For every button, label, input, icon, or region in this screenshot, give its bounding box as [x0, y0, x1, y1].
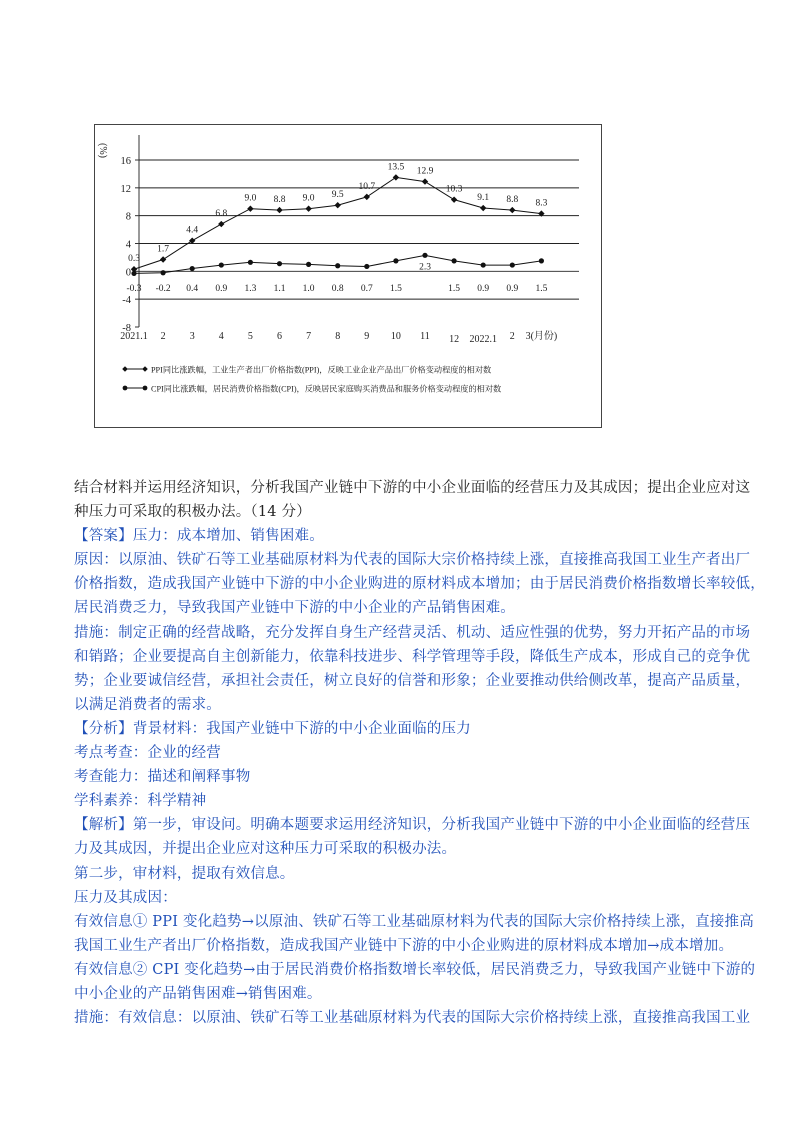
cpi-point — [277, 261, 282, 266]
answer-line — [74, 524, 734, 548]
cpi-data-label: 1.1 — [273, 284, 286, 294]
cpi-data-label: 1.0 — [302, 284, 315, 294]
ppi-point — [276, 207, 282, 213]
ppi-data-label: 13.5 — [387, 162, 405, 173]
cpi-point — [248, 260, 253, 265]
x-tick-label: 2 — [509, 331, 515, 342]
cpi-point — [452, 258, 457, 263]
analysis-text: 背景材料：我国产业链中下游的中小企业面临的压力 — [132, 720, 471, 737]
ppi-data-label: 8.8 — [506, 195, 519, 206]
x-tick-label: 10 — [390, 331, 401, 342]
measure-line-3: 势；企业要诚信经营，承担社会责任，树立良好的信誉和形象；企业要推动供给侧改革，提高产品质量， — [74, 672, 751, 689]
pressure-heading: 压力及其成因： — [74, 889, 177, 906]
info-2-line-1: 有效信息② CPI 变化趋势→由于居民消费价格指数增长率较低，居民消费乏力，导致我国产业链中下游的 — [74, 961, 756, 978]
cpi-point — [306, 262, 311, 267]
legend-marker — [142, 366, 148, 372]
x-tick-label: 6 — [277, 331, 282, 342]
y-tick-label: -8 — [122, 323, 131, 334]
answer-text: 压力：成本增加、销售困难。 — [132, 528, 324, 545]
ppi-data-label: 0.3 — [128, 254, 140, 265]
legend-marker — [123, 386, 128, 391]
ppi-point — [422, 178, 428, 184]
ppi-point — [364, 194, 370, 200]
explanation-line-1 — [74, 813, 751, 837]
cpi-point — [131, 271, 136, 276]
cpi-data-label: 0.4 — [186, 284, 199, 294]
cpi-data-label: 0.9 — [506, 284, 519, 294]
cpi-point — [190, 266, 195, 271]
y-tick-label: 12 — [120, 183, 131, 195]
x-tick-label: 5 — [247, 331, 253, 342]
cpi-data-label: 1.5 — [389, 284, 402, 294]
y-axis-label: (%) — [97, 143, 108, 158]
step-two-line: 第二步，审材料，提取有效信息。 — [74, 865, 295, 882]
measure-line-2: 和销路；企业要提高自主创新能力，依靠科技进步、科学管理等手段，降低生产成本，形成自己的竞争优 — [74, 648, 751, 665]
y-tick-label: 4 — [125, 239, 131, 251]
cpi-point — [539, 258, 544, 263]
ppi-data-label: 4.4 — [186, 225, 199, 236]
info-1-line-2: 我国工业生产者出厂价格指数，造成我国产业链中下游的中小企业购进的原材料成本增加→成本增加。 — [74, 937, 734, 954]
cpi-point — [393, 258, 398, 263]
y-tick-label: 8 — [125, 211, 131, 223]
x-tick-label: 9 — [364, 331, 370, 342]
x-tick-label: 3(月份) — [525, 331, 558, 342]
literacy-line: 学科素养：科学精神 — [74, 793, 207, 810]
legend-marker — [143, 386, 148, 391]
measure-info-line: 措施：有效信息：以原油、铁矿石等工业基础原材料为代表的国际大宗价格持续上涨，直接推高我国工业 — [74, 1010, 751, 1027]
cpi-data-label: 2.3 — [419, 262, 431, 273]
question-line-2: 种压力可采取的积极办法。（14 分） — [74, 504, 311, 521]
cpi-data-label: 0.9 — [215, 284, 228, 294]
cpi-data-label: 1.3 — [244, 284, 257, 294]
ppi-point — [480, 205, 486, 211]
ppi-data-label: 1.7 — [157, 244, 170, 255]
legend-label: PPI同比涨跌幅，工业生产者出厂价格指数(PPI)，反映工业企业产品出厂价格变动程度的相对数 — [151, 365, 492, 375]
legend-label: CPI同比涨跌幅，居民消费价格指数(CPI)，反映居民家庭购买消费品和服务价格变动程度的相对数 — [151, 384, 502, 394]
test-point-line: 考点考查：企业的经营 — [74, 745, 221, 762]
ppi-data-label: 9.0 — [244, 193, 257, 204]
x-tick-label: 2021.1 — [120, 331, 148, 342]
x-tick-label: 8 — [335, 331, 341, 342]
legend-marker — [122, 366, 128, 372]
ppi-data-label: 6.8 — [215, 209, 228, 220]
answer-tag: 【答案】 — [74, 528, 133, 545]
x-tick-label: 11 — [420, 331, 430, 342]
x-tick-label: 12 — [449, 334, 460, 345]
ppi-data-label: 8.3 — [535, 198, 548, 209]
x-tick-label: 4 — [218, 331, 224, 342]
ppi-data-label: 9.0 — [302, 193, 315, 204]
ppi-data-label: 9.5 — [331, 190, 344, 201]
cpi-point — [364, 264, 369, 269]
document-body — [74, 476, 765, 1030]
ppi-data-label: 9.1 — [477, 193, 490, 204]
ppi-point — [393, 174, 399, 180]
ppi-point — [451, 196, 457, 202]
x-tick-label: 2022.1 — [469, 334, 497, 345]
cpi-data-label: 0.7 — [360, 284, 373, 294]
info-2-line-2: 中小企业的产品销售困难→销售困难。 — [74, 985, 322, 1002]
cpi-data-label: -0.3 — [126, 284, 142, 294]
x-tick-label: 7 — [306, 331, 312, 342]
ppi-data-label: 12.9 — [416, 166, 434, 177]
cpi-point — [481, 262, 486, 267]
measure-line-1: 措施：制定正确的经营战略，充分发挥自身生产经营灵活、机动、适应性强的优势，努力开拓产品的市场 — [74, 624, 751, 641]
ppi-data-label: 10.3 — [445, 184, 463, 195]
measure-line-4: 以满足消费者的需求。 — [74, 696, 221, 713]
ppi-point — [305, 206, 311, 212]
cpi-data-label: 0.9 — [477, 284, 490, 294]
cpi-data-label: 0.8 — [331, 284, 344, 294]
cpi-data-label: 1.5 — [448, 284, 461, 294]
x-tick-label: 3 — [189, 331, 195, 342]
y-tick-label: 0 — [125, 267, 131, 279]
cpi-point — [219, 262, 224, 267]
explanation-line-2: 力及其成因，并提出企业应对这种压力可采取的积极办法。 — [74, 841, 457, 858]
ability-line: 考查能力：描述和阐释事物 — [74, 769, 251, 786]
analysis-line — [74, 717, 734, 741]
ppi-data-label: 10.7 — [358, 181, 376, 192]
y-tick-label: 16 — [120, 156, 131, 167]
info-1-line-1: 有效信息① PPI 变化趋势→以原油、铁矿石等工业基础原材料为代表的国际大宗价格持续上涨，直接推高 — [74, 913, 754, 930]
ppi-point — [218, 221, 224, 227]
reason-line-2: 价格指数，造成我国产业链中下游的中小企业购进的原材料成本增加；由于居民消费价格指数增长率较低， — [74, 576, 765, 593]
analysis-tag: 【分析】 — [74, 720, 133, 737]
question-line-1: 结合材料并运用经济知识，分析我国产业链中下游的中小企业面临的经营压力及其成因；提出企业应对这 — [74, 480, 751, 496]
cpi-point — [335, 263, 340, 268]
reason-line-3: 居民消费乏力，导致我国产业链中下游的中小企业的产品销售困难。 — [74, 600, 515, 617]
explanation-tag: 【解析】 — [74, 817, 133, 834]
cpi-data-label: -0.2 — [155, 284, 171, 294]
ppi-point — [160, 256, 166, 262]
x-tick-label: 2 — [160, 331, 166, 342]
reason-line-1: 原因：以原油、铁矿石等工业基础原材料为代表的国际大宗价格持续上涨，直接推高我国工业生产者出厂 — [74, 552, 751, 569]
ppi-point — [247, 206, 253, 212]
ppi-point — [189, 238, 195, 244]
chart-frame — [94, 124, 602, 428]
cpi-point — [161, 270, 166, 275]
cpi-point — [422, 253, 427, 258]
cpi-point — [510, 262, 515, 267]
line-chart — [95, 125, 603, 429]
ppi-data-label: 8.8 — [273, 195, 286, 206]
explanation-text: 第一步，审设问。明确本题要求运用经济知识，分析我国产业链中下游的中小企业面临的经营压 — [132, 817, 751, 834]
y-tick-label: -4 — [122, 295, 131, 307]
ppi-point — [335, 202, 341, 208]
cpi-data-label: 1.5 — [535, 284, 548, 294]
ppi-point — [509, 207, 515, 213]
